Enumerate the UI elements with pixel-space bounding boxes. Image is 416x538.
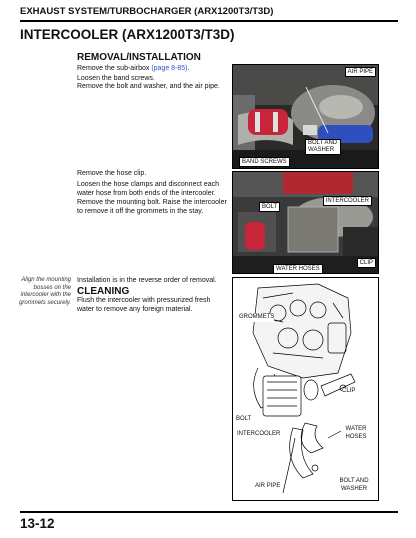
exploded-diagram-drawing: [233, 278, 378, 500]
page-title: INTERCOOLER (ARX1200T3/T3D): [20, 27, 235, 42]
label-clip: CLIP: [357, 258, 376, 268]
page-reference-link[interactable]: (page 8-85): [151, 65, 188, 72]
label-bolt-washer: BOLT AND WASHER: [336, 478, 372, 493]
removal-step-2: Loosen the band screws.: [77, 75, 155, 82]
step-1-prefix: Remove the sub-airbox: [77, 65, 152, 72]
label-intercooler: INTERCOOLER: [323, 196, 372, 206]
label-clip: CLIP: [342, 388, 356, 394]
removal-step-4: Remove the hose clip.: [77, 170, 147, 177]
label-bolt-washer: BOLT AND WASHER: [305, 139, 341, 155]
label-air-pipe: AIR PIPE: [345, 67, 376, 77]
header-rule: [20, 20, 398, 22]
cleaning-heading: CLEANING: [77, 286, 130, 297]
photo-intercooler: [232, 171, 379, 274]
installation-note: Installation is in the reverse order of removal.: [77, 277, 217, 284]
photo-air-pipe: [232, 64, 379, 169]
removal-step-5: Loosen the hose clamps and disconnect each water hose from both ends of the intercooler.: [77, 181, 220, 197]
removal-step-6: Remove the mounting bolt. Raise the intercooler to remove it off the grommets in the stay.: [77, 199, 227, 215]
footer-rule: [20, 511, 398, 513]
label-bolt: BOLT: [236, 416, 252, 422]
page-number: 13-12: [20, 516, 55, 531]
label-band-screws: BAND SCREWS: [239, 157, 290, 167]
running-header: EXHAUST SYSTEM/TURBOCHARGER (ARX1200T3/T3D): [20, 6, 274, 17]
label-grommets: GROMMETS: [239, 314, 275, 320]
removal-step-3: Remove the bolt and washer, and the air pipe.: [77, 83, 220, 90]
removal-heading: REMOVAL/INSTALLATION: [77, 52, 201, 63]
removal-step-1: [77, 65, 229, 74]
step-1-suffix: .: [187, 65, 190, 72]
side-note: Align the mounting bosses on the intercooler with the grommets securely.: [19, 277, 71, 306]
exploded-diagram: [232, 277, 379, 501]
label-intercooler: INTERCOOLER: [237, 431, 281, 437]
label-bolt: BOLT: [259, 202, 280, 212]
cleaning-text: Flush the intercooler with pressurized fresh water to remove any foreign material.: [77, 297, 211, 313]
label-water-hoses: WATER HOSES: [273, 264, 323, 274]
label-water-hoses: WATER HOSES: [341, 426, 371, 441]
label-air-pipe: AIR PIPE: [255, 483, 281, 489]
